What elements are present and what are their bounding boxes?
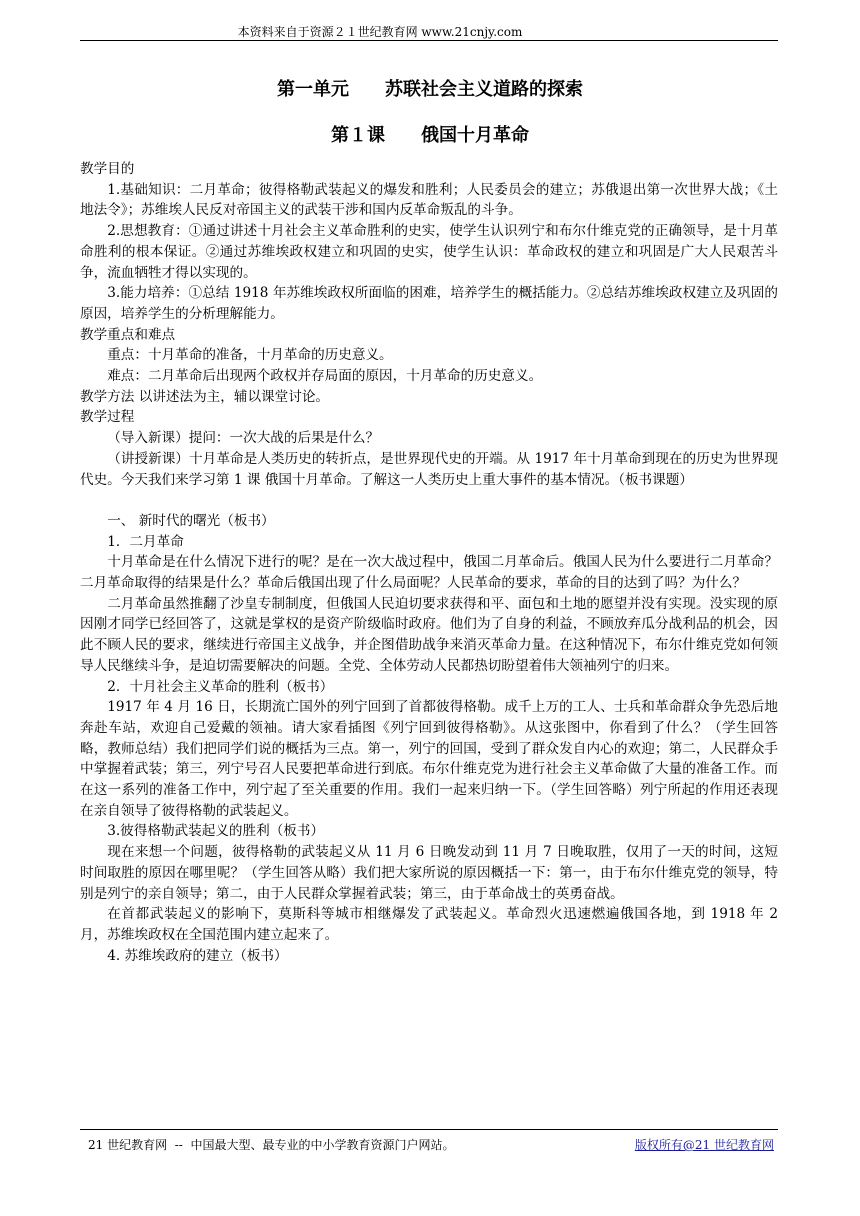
paragraph: 十月革命是在什么情况下进行的呢？是在一次大战过程中，俄国二月革命后。俄国人民为什么要进行二月革命？二月革命取得的结果是什么？革命后俄国出现了什么局面呢？人民革命的要求，革命的目的达到了吗？为什么？ xyxy=(80,554,778,592)
unit-title: 第一单元 苏联社会主义道路的探索 xyxy=(277,79,583,100)
subsection-heading: 1．二月革命 xyxy=(107,533,184,550)
paragraph: （导入新课）提问：一次大战的后果是什么？ xyxy=(107,430,380,447)
document-body xyxy=(80,159,778,966)
paragraph: （讲授新课）十月革命是人类历史的转折点，是世界现代史的开端。从 1917 年十月革命到现在的历史为世界现代史。今天我们来学习第 1 课 俄国十月革命。了解这一人类历史上重大事件的基本情况。（板书课题） xyxy=(80,450,778,488)
section-heading-process: 教学过程 xyxy=(80,409,135,426)
subsection-heading: 3.彼得格勒武装起义的胜利（板书） xyxy=(107,823,325,840)
section-heading-key-points: 教学重点和难点 xyxy=(80,326,176,343)
section-heading-objectives: 教学目的 xyxy=(80,161,135,177)
footer-text: 21 世纪教育网 -- 中国最大型、最专业的中小学教育资源门户网站。 xyxy=(88,1138,455,1152)
lesson-title: 第１课 俄国十月革命 xyxy=(331,125,529,146)
paragraph: 难点：二月革命后出现两个政权并存局面的原因，十月革命的历史意义。 xyxy=(107,368,543,385)
subsection-heading: 4. 苏维埃政府的建立（板书） xyxy=(107,947,288,964)
header-divider xyxy=(80,40,778,41)
footer-divider xyxy=(80,1129,778,1130)
subsection-heading: 2．十月社会主义革命的胜利（板书） xyxy=(107,678,334,695)
paragraph: 二月革命虽然推翻了沙皇专制制度，但俄国人民迫切要求获得和平、面包和土地的愿望并没有实现。没实现的原因刚才同学已经回答了，这就是掌权的是资产阶级临时政府。他们为了自身的利益，不顾放弃瓜分战利品的机会，因此不顾人民的要求，继续进行帝国主义战争，并企图借助战争来消灭革命力量。在这种情况下，布尔什维克党如何领导人民继续斗争，是迫切需要解决的问题。全党、全体劳动人民都热切盼望着伟大领袖列宁的归来。 xyxy=(80,595,778,674)
section-heading-method: 教学方法 以讲述法为主，辅以课堂讨论。 xyxy=(80,388,330,405)
blank-line xyxy=(80,490,778,511)
header-source-text: 本资料来自于资源２１世纪教育网 www.21cnjy.com xyxy=(237,25,523,39)
paragraph: 2.思想教育：①通过讲述十月社会主义革命胜利的史实，使学生认识列宁和布尔什维克党的正确领导，是十月革命胜利的根本保证。②通过苏维埃政权建立和巩固的史实，使学生认识：革命政权的建立和巩固是广大人民艰苦斗争，流血牺牲才得以实现的。 xyxy=(80,223,778,281)
paragraph: 现在来想一个问题，彼得格勒的武装起义从 11 月 6 日晚发动到 11 月 7 日晚取胜，仅用了一天的时间，这短时间取胜的原因在哪里呢？（学生回答从略）我们把大家所说的原因概括一下：第一，由于布尔什维克党的领导，特别是列宁的亲自领导；第二，由于人民群众掌握着武装；第三，由于革命战士的英勇奋战。 xyxy=(80,844,778,902)
page-header xyxy=(0,25,860,39)
section-heading-new-era: 一、 新时代的曙光（板书） xyxy=(107,512,275,529)
paragraph: 1917 年 4 月 16 日，长期流亡国外的列宁回到了首都彼得格勒。成千上万的工人、士兵和革命群众争先恐后地奔赴车站，欢迎自己爱戴的领袖。请大家看插图《列宁回到彼得格勒》。从这张图中，你看到了什么？（学生回答略，教师总结）我们把同学们说的概括为三点。第一，列宁的回国，受到了群众发自内心的欢迎；第二，人民群众手中掌握着武装；第三，列宁号召人民要把革命进行到底。布尔什维克党为进行社会主义革命做了大量的准备工作。而在这一系列的准备工作中，列宁起了至关重要的作用。我们一起来归纳一下。（学生回答略）列宁所起的作用还表现在亲自领导了彼得格勒的武装起义。 xyxy=(80,699,778,819)
paragraph: 1.基础知识：二月革命；彼得格勒武装起义的爆发和胜利；人民委员会的建立；苏俄退出第一次世界大战；《土地法令》；苏维埃人民反对帝国主义的武装干涉和国内反革命叛乱的斗争。 xyxy=(80,181,778,219)
paragraph: 在首都武装起义的影响下，莫斯科等城市相继爆发了武装起义。革命烈火迅速燃遍俄国各地，到 1918 年 2 月，苏维埃政权在全国范围内建立起来了。 xyxy=(80,906,778,943)
paragraph: 重点：十月革命的准备，十月革命的历史意义。 xyxy=(107,347,393,364)
copyright-link[interactable]: 版权所有@21 世纪教育网 xyxy=(634,1138,774,1152)
paragraph: 3.能力培养：①总结 1918 年苏维埃政权所面临的困难，培养学生的概括能力。②总结苏维埃政权建立及巩固的原因，培养学生的分析理解能力。 xyxy=(80,285,778,322)
